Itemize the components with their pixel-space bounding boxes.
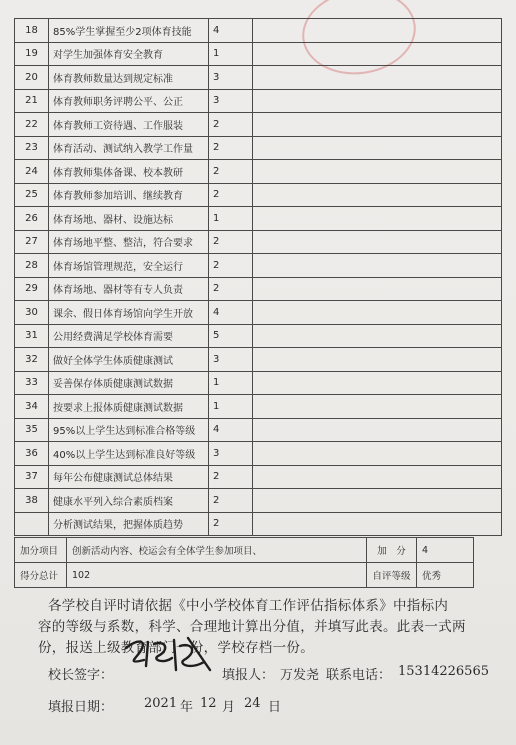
row-remarks xyxy=(253,136,502,160)
row-score: 1 xyxy=(209,42,253,66)
row-remarks xyxy=(253,418,502,442)
row-number: 24 xyxy=(15,160,49,184)
row-remarks xyxy=(253,277,502,301)
table-row xyxy=(15,465,502,489)
date-day-char: 日 xyxy=(268,700,282,715)
row-remarks xyxy=(253,301,502,325)
row-number: 19 xyxy=(15,42,49,66)
date-month: 12 xyxy=(200,696,217,711)
row-item: 健康水平列入综合素质档案 xyxy=(49,489,209,513)
row-number xyxy=(15,512,49,536)
total-value: 102 xyxy=(67,563,367,588)
handwritten-signature xyxy=(118,630,218,680)
row-remarks xyxy=(253,465,502,489)
row-score: 2 xyxy=(209,254,253,278)
row-score: 4 xyxy=(209,418,253,442)
note-line-2: 容的等级与系数，科学、合理地计算出分值，并填写此表。此表一式两 xyxy=(38,619,466,635)
row-number: 37 xyxy=(15,465,49,489)
phone-number: 15314226565 xyxy=(398,664,489,679)
row-number: 18 xyxy=(15,19,49,43)
instruction-note xyxy=(38,596,488,659)
table-row xyxy=(15,89,502,113)
table-row xyxy=(15,183,502,207)
row-score: 4 xyxy=(209,301,253,325)
row-item: 体育场馆管理规范，安全运行 xyxy=(49,254,209,278)
row-remarks xyxy=(253,512,502,536)
date-year: 2021 xyxy=(144,696,178,711)
row-item: 体育教师集体备课、校本教研 xyxy=(49,160,209,184)
table-row xyxy=(15,277,502,301)
row-number: 29 xyxy=(15,277,49,301)
row-score: 2 xyxy=(209,277,253,301)
row-remarks xyxy=(253,19,502,43)
row-number: 20 xyxy=(15,66,49,90)
note-line-1: 各学校自评时请依据《中小学校体育工作评估指标体系》中指标内 xyxy=(48,598,449,614)
self-eval-value: 优秀 xyxy=(417,563,474,588)
row-score: 5 xyxy=(209,324,253,348)
row-score: 1 xyxy=(209,371,253,395)
table-row xyxy=(15,19,502,43)
total-row xyxy=(15,563,474,588)
row-item: 体育教师职务评聘公平、公正 xyxy=(49,89,209,113)
row-number: 23 xyxy=(15,136,49,160)
row-remarks xyxy=(253,183,502,207)
bonus-score-label: 加 分 xyxy=(367,538,417,563)
row-item: 95%以上学生达到标准合格等级 xyxy=(49,418,209,442)
date-year-char: 年 xyxy=(180,700,194,715)
row-remarks xyxy=(253,66,502,90)
row-number: 27 xyxy=(15,230,49,254)
row-number: 32 xyxy=(15,348,49,372)
row-number: 33 xyxy=(15,371,49,395)
table-row xyxy=(15,160,502,184)
date-month-char: 月 xyxy=(222,700,236,715)
row-number: 21 xyxy=(15,89,49,113)
row-item: 体育活动、测试纳入教学工作量 xyxy=(49,136,209,160)
bonus-label: 加分项目 xyxy=(15,538,67,563)
row-remarks xyxy=(253,42,502,66)
total-label: 得分总计 xyxy=(15,563,67,588)
row-remarks xyxy=(253,442,502,466)
row-item: 体育场地、器材、设施达标 xyxy=(49,207,209,231)
row-item: 40%以上学生达到标准良好等级 xyxy=(49,442,209,466)
row-score: 3 xyxy=(209,348,253,372)
table-row xyxy=(15,442,502,466)
table-row xyxy=(15,207,502,231)
row-score: 4 xyxy=(209,19,253,43)
row-item: 体育教师参加培训、继续教育 xyxy=(49,183,209,207)
table-row xyxy=(15,254,502,278)
row-remarks xyxy=(253,395,502,419)
row-item: 体育场地、器材等有专人负责 xyxy=(49,277,209,301)
row-score: 3 xyxy=(209,89,253,113)
row-number: 28 xyxy=(15,254,49,278)
bonus-row xyxy=(15,538,474,563)
row-number: 35 xyxy=(15,418,49,442)
table-row xyxy=(15,113,502,137)
row-remarks xyxy=(253,207,502,231)
filler-label: 填报人： xyxy=(222,668,275,683)
table-row xyxy=(15,324,502,348)
row-remarks xyxy=(253,348,502,372)
row-number: 25 xyxy=(15,183,49,207)
row-item: 85%学生掌握至少2项体育技能 xyxy=(49,19,209,43)
row-score: 2 xyxy=(209,512,253,536)
row-number: 34 xyxy=(15,395,49,419)
row-remarks xyxy=(253,89,502,113)
table-row xyxy=(15,489,502,513)
row-score: 3 xyxy=(209,442,253,466)
self-eval-label: 自评等级 xyxy=(367,563,417,588)
table-row xyxy=(15,512,502,536)
date-day: 24 xyxy=(244,696,261,711)
bonus-text: 创新活动内容、校运会有全体学生参加项目、 xyxy=(67,538,367,563)
table-row xyxy=(15,136,502,160)
row-score: 2 xyxy=(209,183,253,207)
row-remarks xyxy=(253,160,502,184)
table-row xyxy=(15,66,502,90)
row-number: 31 xyxy=(15,324,49,348)
table-row xyxy=(15,371,502,395)
date-label: 填报日期： xyxy=(48,700,114,715)
row-score: 2 xyxy=(209,160,253,184)
row-item: 妥善保存体质健康测试数据 xyxy=(49,371,209,395)
row-score: 2 xyxy=(209,489,253,513)
row-remarks xyxy=(253,371,502,395)
bonus-score: 4 xyxy=(417,538,474,563)
row-score: 1 xyxy=(209,207,253,231)
row-number: 22 xyxy=(15,113,49,137)
row-score: 2 xyxy=(209,230,253,254)
row-score: 2 xyxy=(209,136,253,160)
summary-table xyxy=(14,537,474,588)
row-item: 按要求上报体质健康测试数据 xyxy=(49,395,209,419)
row-item: 每年公布健康测试总体结果 xyxy=(49,465,209,489)
table-row xyxy=(15,301,502,325)
row-number: 30 xyxy=(15,301,49,325)
row-item: 体育场地平整、整洁，符合要求 xyxy=(49,230,209,254)
row-item: 做好全体学生体质健康测试 xyxy=(49,348,209,372)
row-score: 3 xyxy=(209,66,253,90)
table-row xyxy=(15,395,502,419)
row-score: 1 xyxy=(209,395,253,419)
row-item: 体育教师数量达到规定标准 xyxy=(49,66,209,90)
row-item: 对学生加强体育安全教育 xyxy=(49,42,209,66)
row-item: 分析测试结果，把握体质趋势 xyxy=(49,512,209,536)
phone-label: 联系电话： xyxy=(326,668,392,683)
row-item: 体育教师工资待遇、工作服装 xyxy=(49,113,209,137)
evaluation-table xyxy=(14,18,502,536)
table-row xyxy=(15,230,502,254)
row-remarks xyxy=(253,230,502,254)
principal-signature-label: 校长签字： xyxy=(48,668,114,683)
row-remarks xyxy=(253,324,502,348)
note-line-3: 份，报送上级教育部门一份，学校存档一份。 xyxy=(38,640,314,656)
table-row xyxy=(15,348,502,372)
row-item: 课余、假日体育场馆向学生开放 xyxy=(49,301,209,325)
row-score: 2 xyxy=(209,113,253,137)
row-score: 2 xyxy=(209,465,253,489)
row-item: 公用经费满足学校体育需要 xyxy=(49,324,209,348)
row-number: 38 xyxy=(15,489,49,513)
filler-name: 万发尧 xyxy=(280,668,320,683)
row-remarks xyxy=(253,489,502,513)
row-remarks xyxy=(253,254,502,278)
row-number: 36 xyxy=(15,442,49,466)
table-row xyxy=(15,42,502,66)
row-remarks xyxy=(253,113,502,137)
table-row xyxy=(15,418,502,442)
row-number: 26 xyxy=(15,207,49,231)
